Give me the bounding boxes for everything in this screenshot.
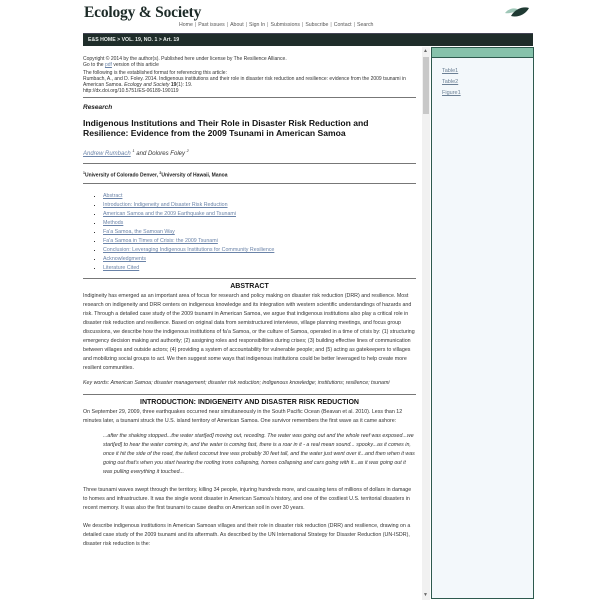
side-panel-header	[432, 48, 533, 58]
nav-sign-in[interactable]: Sign In	[249, 22, 266, 28]
authors	[83, 147, 416, 158]
nav-separator: |	[330, 22, 332, 28]
citation-issue: (1): 19.	[176, 82, 193, 88]
abstract-text: Indigineity has emerged as an important area of focus for research and policy making on disaster risk reduction (DRR) and resilience. Most research on indigeneity and DRR centers on indigenous knowledge and its integration with western scientific understandings of hazards and risk. Through a detailed case study of the 2009 tsunami in American Samoa, we argue that indigenous institutions also play a critical role in disaster risk reduction and resilience. Based on original data from semistructured interviews, village planning meetings, and focus group discussions, we describe how the indigenous institutions of fa'a Samoa, or the culture of Samoa, operated in a time of crisis by: (1) structuring emergency decision making and authority; (2) assigning roles and responsibilities during crises; (3) building effective lines of communication between villages and outside actors; (4) providing a system of accountability for vulnerable people; and (5) acting as gatekeepers to villages and mobilizing social groups to act. We then suggest some ways that indigenous institutions could be better leveraged to help create more resilient communities.	[83, 292, 415, 371]
survivor-quote: ...after the shaking stopped...the water start[ed] moving out, receding. The water was going out and the whole reef was exposed...we start[ed] to hear the water coming in, and the water is coming fast, there is a roar in it - a real mean sound... spooky...as it comes in, once it hit the side of the road, the tallest coconut tree was probably 30 feet tall, and the water just went over it...and then when it was going out that's when you start hearing the roofing irons collapsing, homes collapsing and cars going with it...as it was going out it was pulling everything it touched...	[103, 432, 415, 475]
citation-block	[83, 70, 416, 94]
intro-paragraph-1: On September 29, 2009, three earthquakes occurred near simultaneously in the South Pacific Ocean (Beavan et al. 2010). Less than 12 minutes later, a tsunami struck the U.S. island territory of American Samoa. One survivor remembers the first wave as it came ashore:	[83, 408, 403, 424]
toc-item	[103, 255, 416, 264]
citation-text	[83, 76, 416, 88]
author1-affiliation: 1	[132, 148, 135, 153]
toc-abstract[interactable]: Abstract	[103, 192, 123, 199]
copyright-text: Copyright © 2014 by the author(s). Published here under license by The Resilience Alliance.	[83, 56, 287, 62]
toc-item	[103, 192, 416, 201]
abstract-heading: ABSTRACT	[230, 282, 269, 290]
toc-item	[103, 264, 416, 273]
pdf-suffix: version of this article	[113, 62, 159, 68]
divider	[83, 163, 416, 164]
breadcrumb-bar	[83, 33, 533, 46]
nav-separator: |	[245, 22, 248, 28]
affil1-number: 1	[83, 171, 85, 175]
figure-link-item	[442, 88, 533, 99]
toc-methods[interactable]: Methods	[103, 219, 124, 226]
toc-faa-samoa[interactable]: Fa'a Samoa, the Samoan Way	[103, 228, 175, 235]
table2-link[interactable]: Table2	[442, 79, 459, 85]
citation-journal: Ecology and Society	[124, 82, 170, 88]
toc-literature[interactable]: Literature Cited	[103, 264, 140, 271]
nav-search[interactable]: Search	[357, 22, 374, 28]
figures-side-panel	[431, 47, 534, 599]
scrollbar[interactable]	[422, 47, 430, 600]
figure-link-item	[442, 77, 533, 88]
toc-item	[103, 246, 416, 255]
divider	[83, 394, 416, 395]
nav-separator: |	[226, 22, 229, 28]
nav-subscribe[interactable]: Subscribe	[305, 22, 329, 28]
authors-and: and	[136, 151, 147, 157]
affiliations	[83, 170, 416, 180]
toc-acknowledgments[interactable]: Acknowledgments	[103, 255, 146, 262]
nav-separator: |	[353, 22, 355, 28]
toc-introduction[interactable]: Introduction: Indigeneity and Disaster Risk Reduction	[103, 201, 228, 208]
figure-links	[432, 58, 533, 99]
affil2-number: 2	[159, 171, 162, 175]
top-navigation	[179, 22, 373, 28]
figure-link-item	[442, 66, 533, 77]
site-header	[83, 0, 533, 32]
scroll-down-arrow-icon[interactable]: ▼	[423, 592, 428, 598]
nav-separator: |	[301, 22, 304, 28]
divider	[83, 183, 416, 184]
author2-affiliation: 2	[186, 148, 189, 153]
nav-separator: |	[267, 22, 269, 28]
intro-paragraph-2: Three tsunami waves swept through the territory, killing 34 people, injuring hundreds more, and causing tens of millions of dollars in damage to homes and infrastructure. It was the single worst disaster in American Samoa's history, and one of the costliest U.S. territorial disasters in recent memory. It was also the first tsunami to cause deaths on American soil in over 30 years.	[83, 486, 412, 511]
divider	[83, 278, 416, 279]
keywords: Key words: American Samoa; disaster management; disaster risk reduction; indigenous knowledge; institutions; resilience; tsunami	[83, 379, 390, 386]
toc-conclusion[interactable]: Conclusion: Leveraging Indigenous Institutions for Community Resilience	[103, 246, 275, 253]
copyright-notice	[83, 56, 416, 68]
citation-body: Rumbach, A., and D. Foley. 2014. Indigenous institutions and their role in disaster risk reduction and resilience: evidence from the 2009 tsunami in American Samoa.	[83, 76, 406, 88]
affil1: University of Colorado Denver,	[84, 172, 159, 179]
site-title[interactable]: Ecology & Society	[84, 4, 202, 21]
pdf-line	[83, 62, 416, 68]
nav-contact[interactable]: Contact	[333, 22, 352, 28]
article-content	[83, 50, 416, 600]
nav-about[interactable]: About	[230, 22, 244, 28]
article-type: Research	[83, 104, 113, 111]
toc-item	[103, 201, 416, 210]
toc-item	[103, 237, 416, 246]
table1-link[interactable]: Table1	[442, 68, 459, 74]
pdf-link[interactable]: pdf	[104, 62, 112, 68]
nav-separator: |	[194, 22, 197, 28]
toc-item	[103, 219, 416, 228]
nav-home[interactable]: Home	[179, 22, 193, 28]
leaf-logo-icon	[503, 5, 531, 19]
author2-name: Dolores Foley	[147, 151, 185, 157]
toc-american-samoa[interactable]: American Samoa and the 2009 Earthquake and Tsunami	[103, 210, 236, 217]
scroll-up-arrow-icon[interactable]: ▲	[423, 48, 428, 54]
table-of-contents	[83, 192, 416, 273]
breadcrumb[interactable]: E&S HOME > VOL. 19, NO. 1 > Art. 19	[88, 37, 180, 43]
nav-submissions[interactable]: Submissions	[270, 22, 300, 28]
intro-paragraph-3: We describe indigenous institutions in American Samoan villages and their role in disaster risk reduction (DRR) and resilience, drawing on a detailed case study of the 2009 tsunami and its aftermath. As described by the UN International Strategy for Disaster Reduction (UN-ISDR), disaster risk reduction is the:	[83, 522, 411, 547]
introduction-heading: INTRODUCTION: INDIGENEITY AND DISASTER RISK REDUCTION	[140, 398, 359, 406]
citation-doi: http://dx.doi.org/10.5751/ES-06189-190119	[83, 88, 179, 94]
citation-intro: The following is the established format for referencing this article:	[83, 70, 227, 76]
toc-item	[103, 228, 416, 237]
citation-volume: 19	[170, 82, 177, 88]
author-link[interactable]: Andrew Rumbach	[83, 151, 131, 157]
article-title: Indigenous Institutions and Their Role in Disaster Risk Reduction and Resilience: Evidence from the 2009 Tsunami in American Samoa	[83, 118, 369, 138]
pdf-prefix: Go to the	[83, 62, 104, 68]
divider	[83, 97, 416, 98]
figure1-link[interactable]: Figure1	[442, 90, 461, 96]
scroll-thumb[interactable]	[423, 57, 429, 114]
toc-item	[103, 210, 416, 219]
affil2: University of Hawaii, Manoa	[161, 172, 228, 179]
nav-past-issues[interactable]: Past issues	[198, 22, 225, 28]
toc-crisis[interactable]: Fa'a Samoa in Times of Crisis: the 2009 Tsunami	[103, 237, 218, 244]
